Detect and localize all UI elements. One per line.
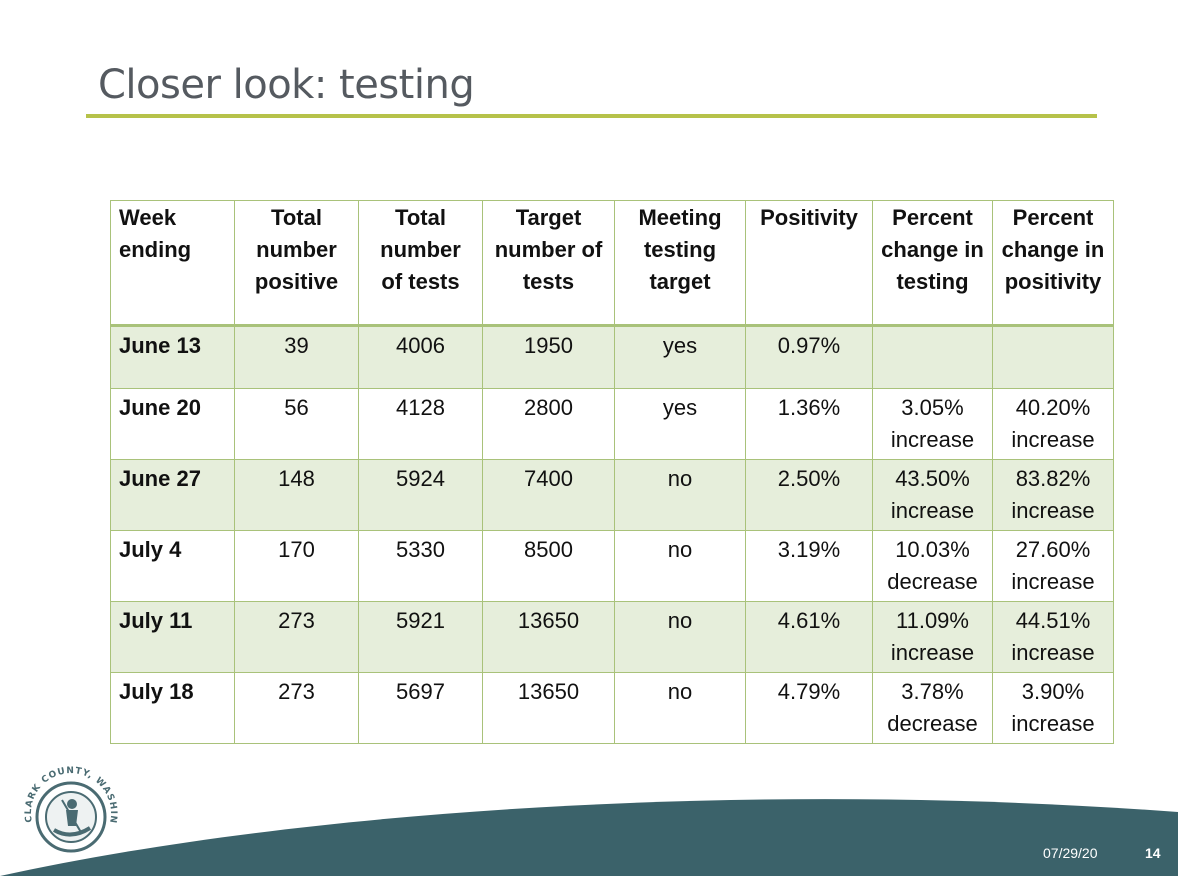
table-header-row: [111, 201, 1114, 326]
cell-change-positivity: [993, 326, 1114, 389]
header-week-ending: Week ending: [111, 201, 235, 326]
cell-meeting: no: [615, 602, 746, 673]
cell-positivity: 4.79%: [746, 673, 873, 744]
cell-tests: 5924: [359, 460, 483, 531]
county-seal-icon: [18, 760, 123, 860]
footer-wave: [0, 770, 1178, 876]
cell-positive: 170: [235, 531, 359, 602]
cell-positive: 39: [235, 326, 359, 389]
slide-date: 07/29/20: [1043, 845, 1098, 861]
cell-week: July 11: [111, 602, 235, 673]
header-change-testing: Percent change in testing: [873, 201, 993, 326]
cell-meeting: no: [615, 673, 746, 744]
header-meeting-target: Meeting testing target: [615, 201, 746, 326]
table-row: [111, 389, 1114, 460]
cell-positive: 273: [235, 602, 359, 673]
cell-target: 8500: [483, 531, 615, 602]
header-target-tests: Target number of tests: [483, 201, 615, 326]
cell-change-positivity: 3.90% increase: [993, 673, 1114, 744]
cell-change-testing: 43.50% increase: [873, 460, 993, 531]
slide-title: Closer look: testing: [98, 62, 475, 108]
table-row: [111, 602, 1114, 673]
cell-change-testing: 3.05% increase: [873, 389, 993, 460]
cell-tests: 4128: [359, 389, 483, 460]
cell-week: June 27: [111, 460, 235, 531]
cell-week: June 20: [111, 389, 235, 460]
cell-tests: 5697: [359, 673, 483, 744]
header-positivity: Positivity: [746, 201, 873, 326]
cell-target: 13650: [483, 673, 615, 744]
header-total-positive: Total number positive: [235, 201, 359, 326]
table-row: [111, 531, 1114, 602]
cell-target: 7400: [483, 460, 615, 531]
cell-meeting: no: [615, 531, 746, 602]
cell-week: July 4: [111, 531, 235, 602]
cell-positivity: 4.61%: [746, 602, 873, 673]
table-row: [111, 673, 1114, 744]
page-number: 14: [1145, 845, 1161, 861]
cell-positive: 148: [235, 460, 359, 531]
cell-tests: 5921: [359, 602, 483, 673]
cell-positivity: 2.50%: [746, 460, 873, 531]
cell-tests: 5330: [359, 531, 483, 602]
title-underline: [86, 114, 1097, 118]
table-row: [111, 326, 1114, 389]
cell-meeting: yes: [615, 389, 746, 460]
county-seal-logo: [18, 760, 123, 860]
cell-target: 1950: [483, 326, 615, 389]
cell-change-positivity: 83.82% increase: [993, 460, 1114, 531]
table-row: [111, 460, 1114, 531]
seal-text: CLARK COUNTY, WASHIN: [23, 766, 119, 825]
cell-meeting: yes: [615, 326, 746, 389]
cell-change-positivity: 40.20% increase: [993, 389, 1114, 460]
cell-positive: 56: [235, 389, 359, 460]
cell-positivity: 0.97%: [746, 326, 873, 389]
cell-positivity: 1.36%: [746, 389, 873, 460]
cell-change-testing: 11.09% increase: [873, 602, 993, 673]
cell-change-positivity: 27.60% increase: [993, 531, 1114, 602]
cell-target: 2800: [483, 389, 615, 460]
cell-week: June 13: [111, 326, 235, 389]
cell-change-testing: 3.78% decrease: [873, 673, 993, 744]
cell-week: July 18: [111, 673, 235, 744]
cell-meeting: no: [615, 460, 746, 531]
cell-target: 13650: [483, 602, 615, 673]
testing-table: [110, 200, 1114, 744]
cell-change-testing: [873, 326, 993, 389]
header-change-positivity: Percent change in positivity: [993, 201, 1114, 326]
cell-tests: 4006: [359, 326, 483, 389]
cell-change-testing: 10.03% decrease: [873, 531, 993, 602]
cell-change-positivity: 44.51% increase: [993, 602, 1114, 673]
cell-positivity: 3.19%: [746, 531, 873, 602]
header-total-tests: Total number of tests: [359, 201, 483, 326]
cell-positive: 273: [235, 673, 359, 744]
